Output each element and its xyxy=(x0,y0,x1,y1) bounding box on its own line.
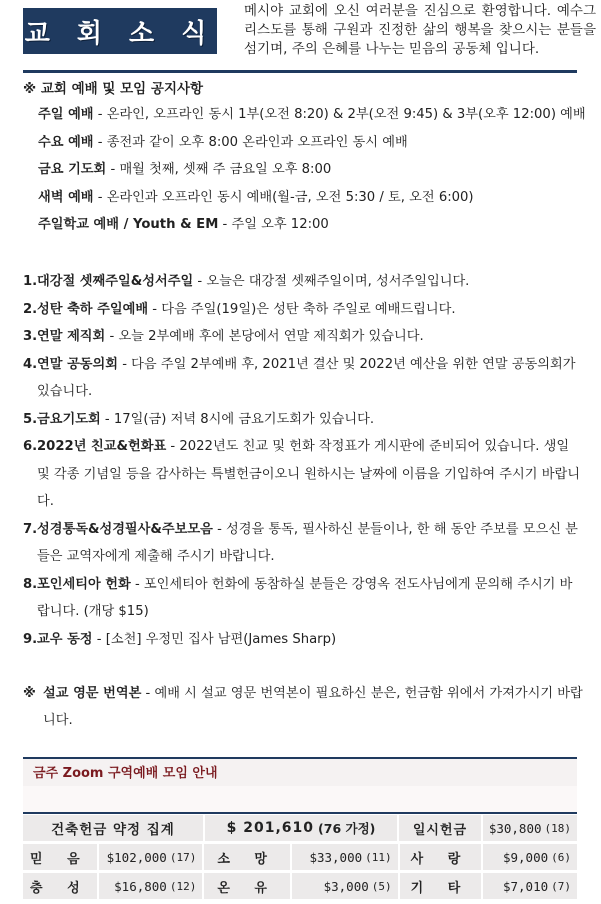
service-item xyxy=(38,159,588,187)
offering-amount xyxy=(292,844,398,870)
offering-table xyxy=(23,814,577,901)
news-title: 포인세티아 헌화 xyxy=(37,576,131,592)
note-mark: ※ xyxy=(23,686,36,701)
building-amount: $ 201,610 xyxy=(226,820,315,836)
offering-label: 사 랑 xyxy=(400,844,482,870)
service-item xyxy=(38,214,588,242)
news-detail: - 오늘은 대강절 셋째주일이며, 성서주일입니다. xyxy=(193,274,470,289)
news-list xyxy=(23,268,583,653)
welcome-message: 메시야 교회에 오신 여러분을 진심으로 환영합니다. 예수그리스도를 통해 구원과 진정한 삶의 행복을 찾으시는 분들을 섬기며, 주의 은혜를 나누는 믿음의 공동체 입니다. xyxy=(244,3,596,57)
service-detail: - 온라인과 오프라인 동시 예배(월-금, 오전 5:30 / 토, 오전 6:00) xyxy=(93,189,474,205)
news-title: 교우 동정 xyxy=(37,631,93,647)
offering-amount xyxy=(99,844,203,870)
news-detail: - 오늘 2부예배 후에 본당에서 연말 제직회가 있습니다. xyxy=(105,329,424,344)
service-item xyxy=(38,104,588,132)
news-number: 8. xyxy=(23,576,38,592)
amount-value: $3,000 xyxy=(323,878,369,894)
bulletin-header xyxy=(0,0,601,80)
news-number: 2. xyxy=(23,301,38,317)
amount-value: $7,010 xyxy=(502,878,549,894)
news-item xyxy=(23,351,583,406)
services-heading: ※ 교회 예배 및 모임 공지사항 xyxy=(23,81,204,97)
offering-amount xyxy=(99,873,203,899)
news-detail: - 포인세티아 헌화에 동참하실 분들은 강영옥 전도사님에게 문의해 주시기 바랍니다. (개당 $15) xyxy=(37,576,573,619)
news-item xyxy=(23,406,583,434)
offering-label: 기 타 xyxy=(400,873,482,899)
news-number: 5. xyxy=(23,411,38,427)
translation-title: 설교 영문 번역본 xyxy=(43,686,142,701)
amount-value: $102,000 xyxy=(106,849,167,865)
service-item xyxy=(38,132,588,160)
news-detail: - [소천] 우정민 집사 남편(James Sharp) xyxy=(92,631,337,647)
news-number: 7. xyxy=(23,521,38,537)
news-item xyxy=(23,323,583,351)
news-item xyxy=(23,433,583,516)
zoom-content-band xyxy=(23,786,577,812)
service-name: 금요 기도회 xyxy=(38,162,107,177)
building-count: (76 가정) xyxy=(318,821,376,836)
zoom-title: 금주 Zoom 구역예배 모임 안내 xyxy=(33,766,218,781)
offering-amount xyxy=(483,873,577,899)
amount-count: (11) xyxy=(365,850,392,864)
translation-note xyxy=(23,680,583,734)
section-title-box xyxy=(23,8,217,54)
news-detail: - 17일(금) 저녁 8시에 금요기도회가 있습니다. xyxy=(100,411,375,427)
amount-value: $33,000 xyxy=(309,849,363,865)
news-detail: - 다음 주일 2부예배 후, 2021년 결산 및 2022년 예산을 위한 연말 공동의회가 있습니다. xyxy=(37,356,576,399)
service-name: 수요 예배 xyxy=(38,134,94,150)
news-detail: - 2022년도 친교 및 헌화 작정표가 게시판에 준비되어 있습니다. 생일 및 각종 기념일 등을 감사하는 특별헌금이오니 원하시는 날짜에 이름을 기입하여 주시기 바랍니다. xyxy=(37,439,580,509)
news-item xyxy=(23,626,583,654)
news-title: 금요기도회 xyxy=(37,411,101,427)
service-name: 주일학교 예배 / Youth & EM xyxy=(38,217,219,232)
service-name: 새벽 예배 xyxy=(38,189,94,205)
offering-row xyxy=(23,843,577,871)
offering-row xyxy=(23,814,577,842)
offering-label: 소 망 xyxy=(204,844,290,870)
amount-count: (12) xyxy=(169,879,197,893)
amount-value: $9,000 xyxy=(502,849,549,865)
services-list xyxy=(38,104,588,242)
amount-value: $16,800 xyxy=(114,878,167,894)
offering-label: 온 유 xyxy=(204,873,290,899)
service-detail: - 매월 첫째, 셋째 주 금요일 오후 8:00 xyxy=(106,162,332,177)
news-title: 2022년 친교&헌화표 xyxy=(37,439,167,454)
offering-label: 믿 음 xyxy=(23,844,97,870)
offering-amount xyxy=(483,815,577,841)
service-detail: - 온라인, 오프라인 동시 1부(오전 8:20) & 2부(오전 9:45) & 3부(오후 12:00) 예배 xyxy=(93,107,586,122)
news-title: 연말 제직회 xyxy=(37,329,106,344)
service-detail: - 주일 오후 12:00 xyxy=(218,217,329,232)
news-item xyxy=(23,516,583,571)
news-item xyxy=(23,268,583,296)
offering-label: 일시헌금 xyxy=(399,815,481,841)
amount-count: (18) xyxy=(544,821,571,835)
news-detail: - 다음 주일(19일)은 성탄 축하 주일로 예배드립니다. xyxy=(148,301,456,317)
news-item xyxy=(23,296,583,324)
amount-count: (5) xyxy=(371,879,392,893)
header-divider xyxy=(23,70,577,73)
section-title: 교 회 소 식 xyxy=(24,18,216,49)
amount-count: (17) xyxy=(169,850,197,864)
offering-amount xyxy=(292,873,398,899)
service-item xyxy=(38,187,588,215)
translation-detail: - 예배 시 설교 영문 번역본이 필요하신 분은, 헌금함 위에서 가져가시기 바랍니다. xyxy=(43,686,583,728)
amount-count: (6) xyxy=(551,850,571,864)
news-title: 대강절 셋째주일&성서주일 xyxy=(37,274,194,289)
news-title: 성탄 축하 주일예배 xyxy=(37,301,149,317)
building-fund-label: 건축헌금 약정 집계 xyxy=(23,815,203,841)
zoom-divider-top xyxy=(23,757,577,759)
news-number: 4. xyxy=(23,356,38,372)
news-number: 6. xyxy=(23,439,38,454)
news-number: 3. xyxy=(23,329,38,344)
news-detail: - 성경을 통독, 필사하신 분들이나, 한 해 동안 주보를 모으신 분들은 교역자에게 제출해 주시기 바랍니다. xyxy=(37,521,578,564)
news-title: 성경통독&성경필사&주보모음 xyxy=(37,521,213,537)
service-name: 주일 예배 xyxy=(38,107,94,122)
service-detail: - 종전과 같이 오후 8:00 온라인과 오프라인 동시 예배 xyxy=(93,134,408,150)
news-number: 9. xyxy=(23,631,38,647)
offering-amount xyxy=(483,844,577,870)
amount-count: (7) xyxy=(551,879,571,893)
offering-label: 충 성 xyxy=(23,873,97,899)
news-number: 1. xyxy=(23,274,38,289)
building-fund-amount xyxy=(205,815,397,841)
offering-row xyxy=(23,872,577,900)
news-item xyxy=(23,571,583,626)
amount-value: $30,800 xyxy=(488,820,542,836)
news-title: 연말 공동의회 xyxy=(37,356,119,372)
